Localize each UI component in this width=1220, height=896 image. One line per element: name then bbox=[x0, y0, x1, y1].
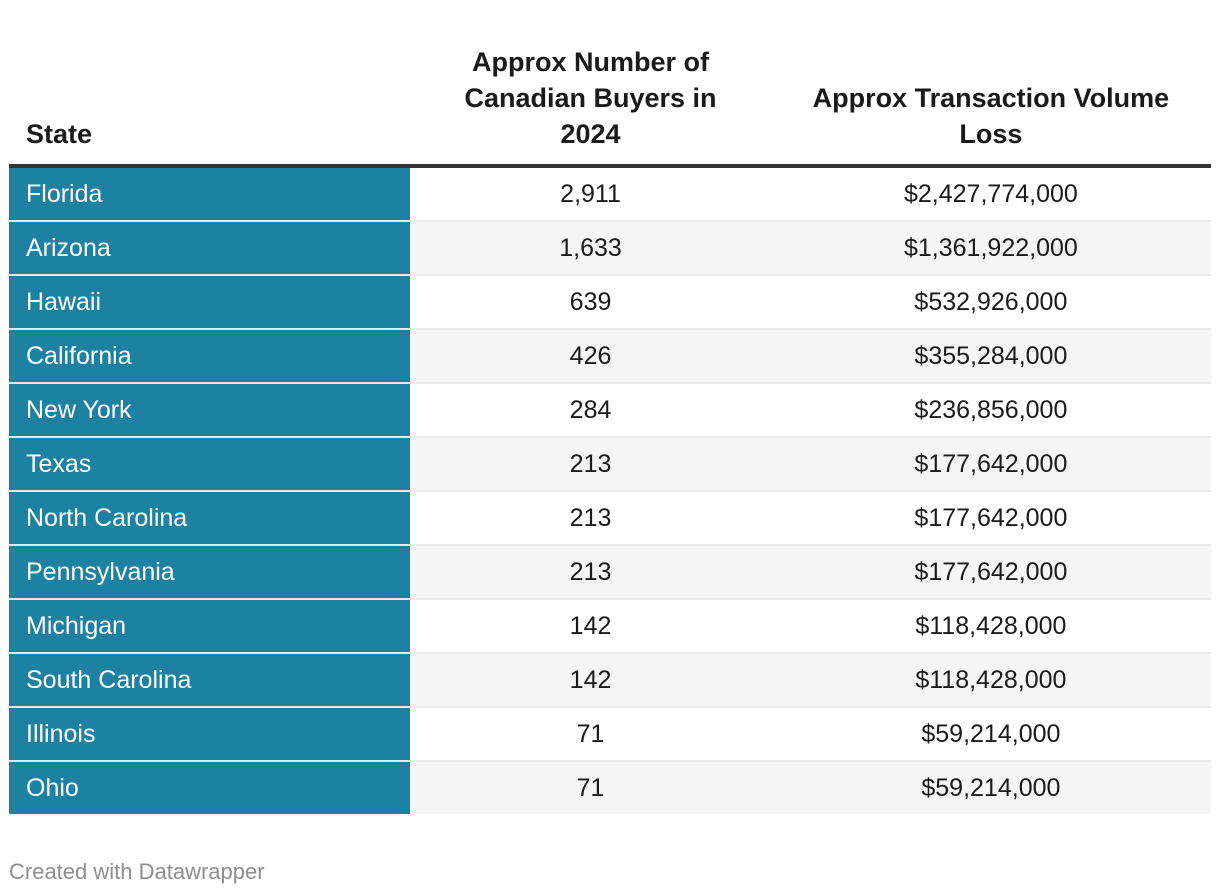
column-header-transaction-volume-loss-label: Approx Transaction Volume Loss bbox=[812, 83, 1170, 149]
state-cell: South Carolina bbox=[9, 653, 410, 707]
table-row bbox=[9, 329, 1211, 383]
buyers-cell: 1,633 bbox=[410, 221, 771, 275]
table-row bbox=[9, 221, 1211, 275]
loss-cell: $236,856,000 bbox=[771, 383, 1211, 437]
loss-cell: $118,428,000 bbox=[771, 599, 1211, 653]
buyers-cell: 142 bbox=[410, 653, 771, 707]
buyers-cell: 213 bbox=[410, 437, 771, 491]
loss-cell: $532,926,000 bbox=[771, 275, 1211, 329]
buyers-cell: 71 bbox=[410, 761, 771, 814]
table-row bbox=[9, 437, 1211, 491]
state-cell: Texas bbox=[9, 437, 410, 491]
loss-cell: $1,361,922,000 bbox=[771, 221, 1211, 275]
state-cell: Michigan bbox=[9, 599, 410, 653]
state-cell: Ohio bbox=[9, 761, 410, 814]
table-row bbox=[9, 545, 1211, 599]
buyers-cell: 213 bbox=[410, 491, 771, 545]
datawrapper-table-page bbox=[9, 0, 1211, 886]
state-cell: California bbox=[9, 329, 410, 383]
state-cell: Illinois bbox=[9, 707, 410, 761]
loss-cell: $118,428,000 bbox=[771, 653, 1211, 707]
data-table bbox=[9, 0, 1211, 814]
loss-cell: $177,642,000 bbox=[771, 545, 1211, 599]
buyers-cell: 71 bbox=[410, 707, 771, 761]
loss-cell: $59,214,000 bbox=[771, 707, 1211, 761]
table-row bbox=[9, 166, 1211, 221]
buyers-cell: 426 bbox=[410, 329, 771, 383]
table-row bbox=[9, 383, 1211, 437]
buyers-cell: 142 bbox=[410, 599, 771, 653]
loss-cell: $59,214,000 bbox=[771, 761, 1211, 814]
loss-cell: $177,642,000 bbox=[771, 437, 1211, 491]
column-header-canadian-buyers-label: Approx Number of Canadian Buyers in 2024 bbox=[464, 47, 717, 149]
loss-cell: $177,642,000 bbox=[771, 491, 1211, 545]
state-cell: Florida bbox=[9, 166, 410, 221]
column-header-state-label: State bbox=[26, 119, 93, 149]
loss-cell: $2,427,774,000 bbox=[904, 179, 1078, 208]
table-row bbox=[9, 761, 1211, 814]
table-row bbox=[9, 707, 1211, 761]
state-cell: New York bbox=[9, 383, 410, 437]
table-row bbox=[9, 599, 1211, 653]
datawrapper-attribution-link[interactable]: Created with Datawrapper bbox=[9, 859, 265, 884]
buyers-cell: 639 bbox=[410, 275, 771, 329]
loss-cell: $355,284,000 bbox=[771, 329, 1211, 383]
column-header-state bbox=[9, 0, 410, 166]
table-row bbox=[9, 653, 1211, 707]
state-cell: North Carolina bbox=[9, 491, 410, 545]
column-header-canadian-buyers bbox=[410, 0, 771, 166]
table-row bbox=[9, 491, 1211, 545]
table-header bbox=[9, 0, 1211, 166]
state-cell: Hawaii bbox=[9, 275, 410, 329]
table-body bbox=[9, 166, 1211, 814]
buyers-cell: 284 bbox=[410, 383, 771, 437]
table-row bbox=[9, 275, 1211, 329]
column-header-transaction-volume-loss bbox=[771, 0, 1211, 166]
header-row bbox=[9, 0, 1211, 166]
state-cell: Pennsylvania bbox=[9, 545, 410, 599]
state-cell: Arizona bbox=[9, 221, 410, 275]
buyers-cell: 213 bbox=[410, 545, 771, 599]
buyers-cell: 2,911 bbox=[560, 179, 621, 208]
